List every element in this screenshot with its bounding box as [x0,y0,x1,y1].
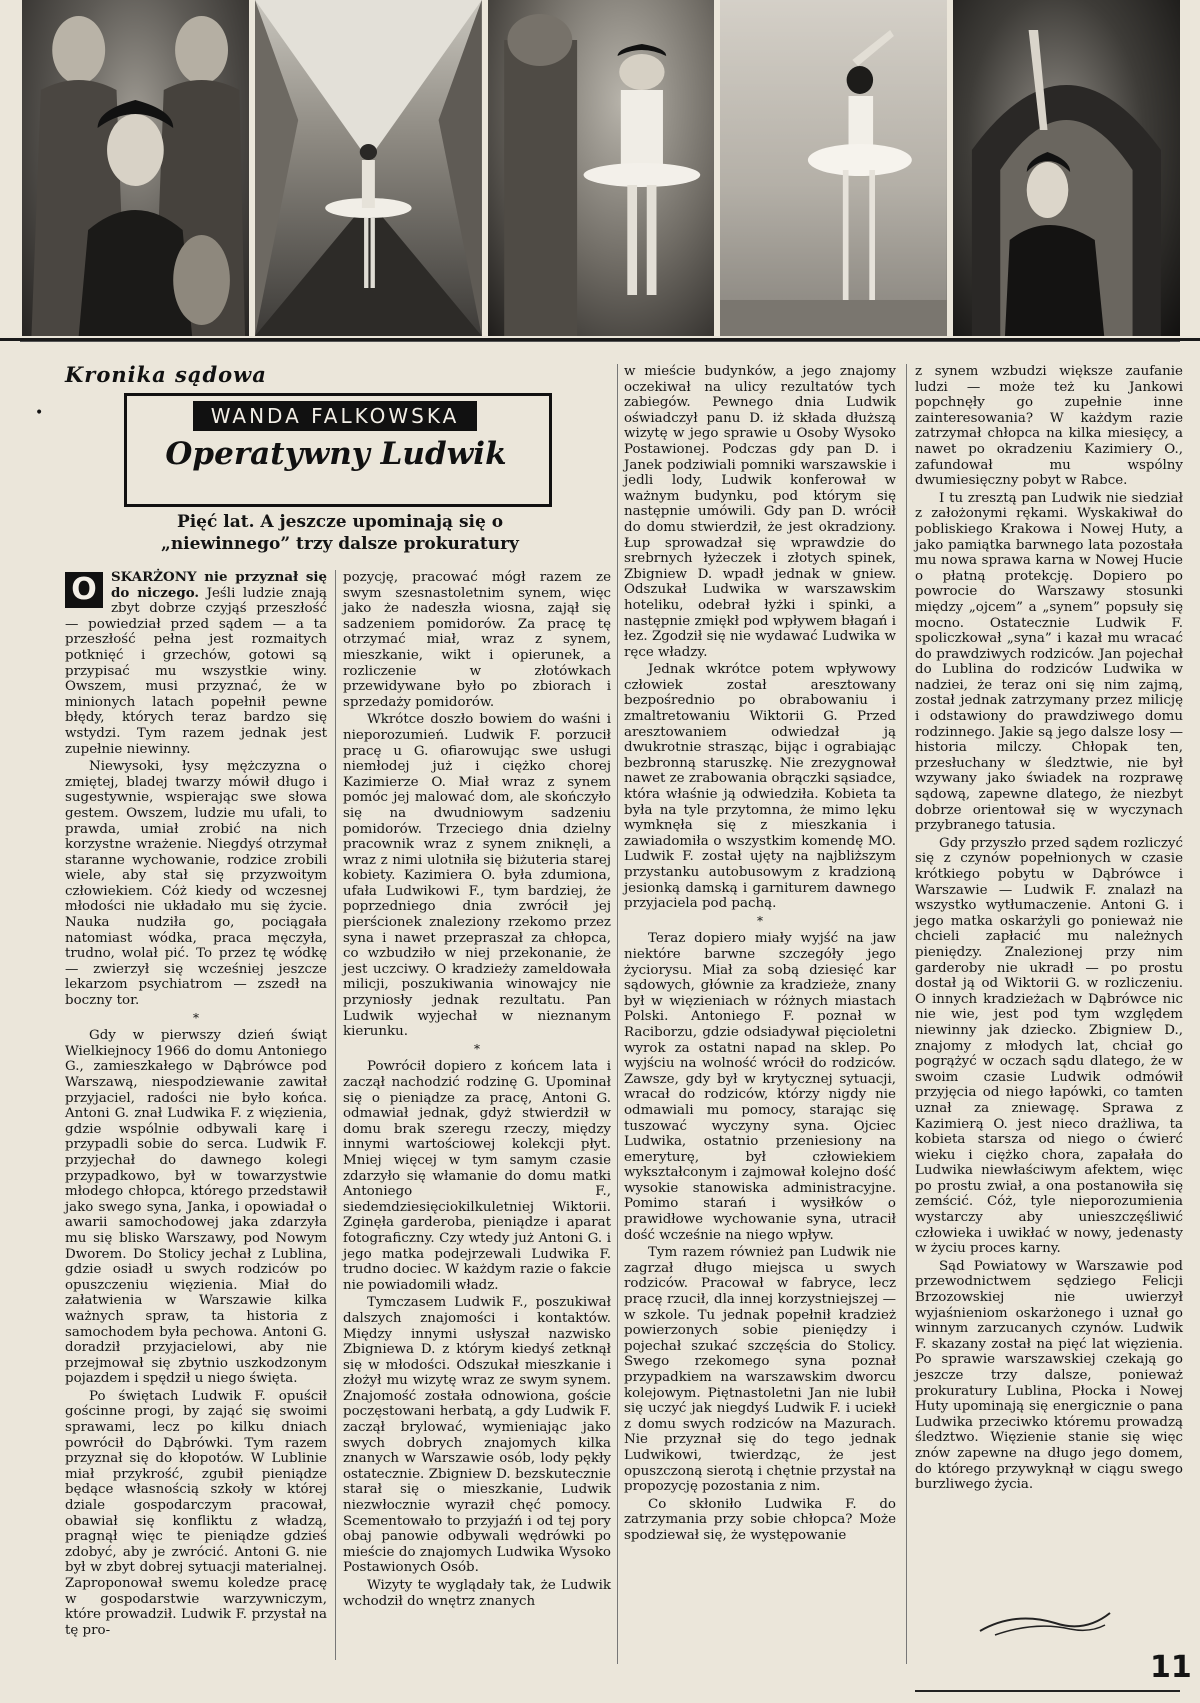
thin-rule [20,341,1180,342]
lead-text: SKARŻONY nie przyznał się do niczego. [111,569,327,601]
photo-woman-arch-graphic [953,0,1180,336]
subtitle-line-1: Pięć lat. A jeszcze upominają się o [176,512,504,532]
photo-ballerina-armor-graphic [488,0,715,336]
paragraph: Gdy przyszło przed sądem rozliczyć się z czynów popełnionych w czasie krótkiego pobytu w Dąbrówce i Warszawie — Ludwik F. znalazł na wszystko wytłumaczenie. Antoni G. i jego matka oskarżyli go ponieważ nie chcieli zapłacić mu należnych pieniędzy. Znalezionej przy nim garderoby nie ukradł — po prostu dostał ją od Wiktorii G. w rozliczeniu. O innych kradzieżach w Dąbrówce nic nie wie, jest pod tym względem niewinny jak dziecko. Zbigniew D., znajomy z młodych lat, chciał go pogrążyć w oczach sądu dlatego, że w swoim czasie Ludwik odmówił przyjęcia od niego łapówki, co tamten uznał za zniewagę. Sprawa z Kazimierą O. jest nieco drażliwa, ta kobieta starsza od niego o ćwierć wieku i ciężko chora, zapałała do Ludwika niewłaściwym afektem, więc po prostu zwiał, a ona postanowiła się zemścić. Cóż, tyle nieporozumienia wystarczy aby unieszczęśliwić człowieka i uwikłać w nowy, jedenasty w życiu proces karny. [915,835,1183,1257]
paragraph: Wizyty te wyglądały tak, że Ludwik wchodził do wnętrz znanych [343,1578,611,1609]
corner-mark: • [35,405,44,421]
paragraph: w mieście budynków, a jego znajomy oczekiwał na ulicy rezultatów tych zabiegów. Pewnego dnia Ludwik oświadczył panu D. iż składa dłuższą wizytę w jego sprawie u Osoby Wysoko Postawionej. Podczas gdy pan D. i Janek podziwiali pomniki warszawskie i jedli lody, Ludwik konferował w ważnym budynku, pod którym się następnie umówili. Gdy pan D. wrócił do domu stwierdził, że jest okradziony. Łup sprowadzał się wprawdzie do srebrnych łyżeczek i złotych spinek, Zbigniew D. wpadł jednak w gniew. Odszukał Ludwika w warszawskim hoteliku, odebrał łyżki i spinki, a następnie zmiękł pod wpływem błagań i łez. Zgodził się nie wydawać Ludwika w ręce władzy. [624,364,896,660]
article-column-1 [65,570,327,1640]
article-column-2 [343,570,611,1611]
paragraph: Powrócił dopiero z końcem lata i zaczął nachodzić rodzinę G. Upominał się o pieniądze za pracę, Antoni G. odmawiał jednak, gdyż stwierdził w domu brak szeregu rzeczy, między innymi wartościowej kolekcji płyt. Mniej więcej w tym samym czasie zdarzyło się włamanie do domu matki Antoniego F., siedemdziesięciokilkuletniej Wiktorii. Zginęła garderoba, pieniądze i aparat fotograficzny. Czy wtedy już Antoni G. i jego matka podejrzewali Ludwika F. trudno dociec. W każdym razie o fakcie nie powiadomili władz. [343,1059,611,1293]
paragraph: Gdy w pierwszy dzień świąt Wielkiejnocy 1966 do domu Antoniego G., zamieszkałego w Dąbrówce pod Warszawą, niespodziewanie zawitał przyjaciel, radości nie było końca. Antoni G. znał Ludwika F. z więzienia, gdzie wspólnie odbywali karę i przypadli sobie do serca. Ludwik F. przyjechał do dawnego kolegi przypadkowo, był w towarzystwie młodego chłopca, którego przedstawił jako swego syna, Janka, i opowiadał o awarii samochodowej jaka zdarzyła mu się blisko Warszawy, pod Nowym Dworem. Do Stolicy jechał z Lublina, gdzie osiadł u swych rodziców po opuszczeniu więzienia. Miał do załatwienia w Warszawie kilka ważnych spraw, ta historia z samochodem była pechowa. Antoni G. doradził przyjacielowi, aby nie przejmował się zbytnio uszkodzonym pojazdem i spędził u niego święta. [65,1028,327,1387]
photo-sculptures-woman [22,0,249,336]
photo-ballerina-hall-graphic [255,0,482,336]
bottom-rule [915,1690,1180,1692]
photo-sculptures-woman-graphic [22,0,249,336]
section-kicker: Kronika sądowa [65,362,267,387]
column-rule-3 [906,364,907,1664]
paragraph: Tym razem również pan Ludwik nie zagrzał długo miejsca u swych rodziców. Pracował w fabryce, lecz pracę rzucił, dla innej korzystniejszej — w szkole. Tu jednak popełnił kradzież powierzonych sobie pieniędzy i pojechał szukać szczęścia do Stolicy. Swego rzekomego syna poznał przypadkiem na warszawskim dworcu kolejowym. Piętnastoletni Jan nie lubił się uczyć jak niegdyś Ludwik F. i uciekł z domu swych rodziców na Mazurach. Nie przyznał się do tego jednak Ludwikowi, twierdząc, że jest opuszczoną sierotą i chętnie przystał na propozycję pozostania z nim. [624,1245,896,1495]
paragraph: Sąd Powiatowy w Warszawie pod przewodnictwem sędziego Felicji Brzozowskiej nie uwierzył wyjaśnieniom oskarżonego i uznał go winnym zarzucanych czynów. Ludwik F. skazany został na pięć lat więzienia. Po sprawie warszawskiej czekają go jeszcze trzy dalsze, ponieważ prokuratury Lublina, Płocka i Nowej Huty upominają się energicznie o pana Ludwika przeciwko któremu prowadzą śledztwo. Więzienie stanie się więc znów zapewne na długo jego domem, do którego przywyknął w ciągu swego burzliwego życia. [915,1258,1183,1493]
paragraph: Jednak wkrótce potem wpływowy człowiek został aresztowany bezpośrednio po obrabowaniu i zmaltretowaniu Wiktorii G. Przed aresztowaniem odwiedzał ją dwukrotnie strasząc, bijąc i ograbiając bezbronną staruszkę. Nie zrezygnował nawet ze zrabowania obrączki sąsiadce, która właśnie ją odwiedziła. Kobieta ta była na tyle przytomna, że mimo lęku wymknęła się z mieszkania i zawiadomiła o wszystkim komendę MO. Ludwik F. został ujęty na najbliższym przystanku autobusowym z kradzioną jesionką damską i garniturem dawnego przyjaciela pod pachą. [624,662,897,912]
page-number: 11 [1150,1650,1192,1685]
column-rule-2 [617,364,618,1664]
column-rule-1 [335,570,336,1660]
photo-ballerina-armor [488,0,715,336]
article-column-4 [915,364,1183,1495]
paragraph: Jeśli ludzie znają zbyt dobrze czyjąś przeszłość — powiedział przed sądem — a ta przeszłość pełna jest rozmaitych potknięć i grzechów, gotowi są przypisać mu wszystkie winy. Owszem, musi przyznać, że w minionych latach popełnił pewne błędy, których teraz bardzo się wstydzi. Tym razem jednak jest zupełnie niewinny. [65,585,328,757]
paragraph: z synem wzbudzi większe zaufanie ludzi — może też ku Jankowi popchnęły go zupełnie inne zainteresowania? W każdym razie zatrzymał chłopca na kilka miesięcy, a nawet po okradzeniu Kazimiery O., zafundował mu wspólny dwumiesięczny pobyt w Rabce. [915,364,1183,489]
paragraph: I tu zresztą pan Ludwik nie siedział z założonymi rękami. Wyskakiwał do pobliskiego Krakowa i Nowej Huty, a jako pamiątka barwnego lata pozostała mu nowa sprawa karna w Nowej Hucie o płatną protekcję. Dopiero po powrocie do Warszawy stosunki między „ojcem” a „synem” popsuły się mocno. Ostatecznie Ludwik F. spoliczkował „syna” i kazał mu wracać do prawdziwych rodziców. Jan pojechał do Lublina do rodziców Ludwika w nadziei, że teraz oni się nim zajmą, został jednak zatrzymany przez milicję i odstawiony do prawdziwego domu rodzinnego. Jakie są jego dalsze losy — historia milczy. Chłopak ten, przesłuchany w śledztwie, nie był wzywany jako świadek na rozprawę sądową, zapewne dlatego, że niezbyt dobrze orientował się w wyczynach przybranego tatusia. [915,490,1183,834]
section-divider-star: * [474,1041,480,1056]
photo-ballerina-pose-graphic [720,0,947,336]
article-title: Operatywny Ludwik [165,436,507,472]
lead-paragraph [65,570,327,757]
paragraph: pozycję, pracować mógł razem ze swym szesnastoletnim synem, więc jako że nadeszła wiosna, zajął się sadzeniem pomidorów. Za pracę tę otrzymać miał, wraz z synem, mieszkanie, wikt i opierunek, a rozliczenie w złotówkach przewidywane było po zbiorach i sprzedaży pomidorów. [343,570,611,710]
photo-strip [22,0,1180,340]
paragraph: Teraz dopiero miały wyjść na jaw niektóre barwne szczegóły jego życiorysu. Miał za sobą dziesięć kar sądowych, głównie za kradzieże, znany był w więzieniach w różnych miastach Polski. Antoniego F. poznał w Raciborzu, gdzie odsiadywał pięcioletni wyrok za ostatni napad na sklep. Po wyjściu na wolność wrócił do rodziców. Zawsze, gdy był w krytycznej sytuacji, wracał do rodziców, którzy nigdy nie odmawiali mu pomocy, starając się tuszować wyczyny syna. Ojciec Ludwika, ostatnio przeniesiony na emeryturę, był człowiekiem wykształconym i zajmował kolejno dość wysokie stanowiska administracyjne. Pomimo starań i wysiłków o prawidłowe wychowanie syna, utracił dość wcześnie na niego wpływ. [624,931,896,1243]
end-swash-ornament [975,1603,1115,1643]
article-column-3 [624,364,896,1546]
article-subtitle [140,511,540,555]
author-name: WANDA FALKOWSKA [193,401,477,431]
paragraph: Po świętach Ludwik F. opuścił gościnne progi, by zająć się swoimi sprawami, lecz po kilku dniach powrócił do Dąbrówki. Tym razem przyznał się do kłopotów. W Lublinie miał przykrość, zgubił pieniądze będące własnością szkoły w której dziale gospodarczym pracował, obawiał się konfliktu z władzą, pragnął więc te pieniądze gdzieś zdobyć, aby je zwrócić. Antoni G. nie był w zbyt dobrej sytuacji materialnej. Zaproponował swemu koledze pracę w gospodarstwie warzywniczym, które prowadził. Ludwik F. przystał na tę pro- [65,1388,327,1638]
paragraph: Co skłoniło Ludwika F. do zatrzymania przy sobie chłopca? Może spodziewał się, że występowanie [624,1496,896,1543]
photo-woman-arch [953,0,1180,336]
photo-ballerina-pose [720,0,947,336]
section-divider-star: * [757,913,763,928]
paragraph: Tymczasem Ludwik F., poszukiwał dalszych znajomości i kontaktów. Między innymi usłyszał nazwisko Zbigniewa D. z którym kiedyś zetknął się w młodości. Odszukał mieszkanie i złożył mu wizytę wraz ze swym synem. Znajomość została odnowiona, goście poczęstowani herbatą, a gdy Ludwik F. zaczął brylować, wymieniając jako swych dobrych znajomych kilka znanych w Warszawie osób, lody pękły ostatecznie. Zbigniew D. bezskutecznie starał się o mieszkanie, Ludwik niezwłocznie wyraził chęć pomocy. Scementowało to przyjaźń i od tej pory obaj panowie odbywali wędrówki po mieście do znajomych Ludwika Wysoko Postawionych Osób. [343,1295,611,1576]
paragraph: Niewysoki, łysy mężczyzna o zmiętej, bladej twarzy mówił długo i sugestywnie, wspierając swe słowa gestem. Owszem, ludzie mu ufali, to prawda, umiał zrobić na nich korzystne wrażenie. Niegdyś otrzymał staranne wychowanie, rodzice zrobili wiele, aby stał się przyzwoitym człowiekiem. Cóż kiedy od wczesnej młodości nie układało mu się życie. Nauka nudziła go, pociągała natomiast wódka, praca męczyła, trudno, wolał pić. To przez tę wódkę — zwierzył się wcześniej jeszcze lekarzom psychiatrom — zszedł na boczny tor. [65,759,327,1009]
paragraph: Wkrótce doszło bowiem do waśni i nieporozumień. Ludwik F. porzucił pracę u G. ofiarowując swe usługi niemłodej już i ciężko chorej Kazimierze O. Miał wraz z synem pomóc jej malować dom, ale skończyło się na dwudniowym sadzeniu pomidorów. Trzeciego dnia dzielny pracownik wraz z synem zniknęli, a wraz z nimi ulotniła się biżuteria starej kobiety. Kazimiera O. była zdumiona, ufała Ludwikowi F., tym bardziej, że poprzedniego dnia zwrócił jej pierścionek znaleziony rzekomo przez syna i nawet przepraszał za chłopca, co wzbudziło w niej przekonanie, że jest uczciwy. O kradzieży zameldowała milicji, poszukiwania winowajcy nie przyniosły jednak rezultatu. Pan Ludwik wyjechał w nieznanym kierunku. [343,712,611,1040]
photo-ballerina-hall [255,0,482,336]
subtitle-line-2: „niewinnego” trzy dalsze prokuratury [161,534,519,554]
drop-cap: O [65,572,103,608]
section-divider-star: * [193,1010,199,1025]
